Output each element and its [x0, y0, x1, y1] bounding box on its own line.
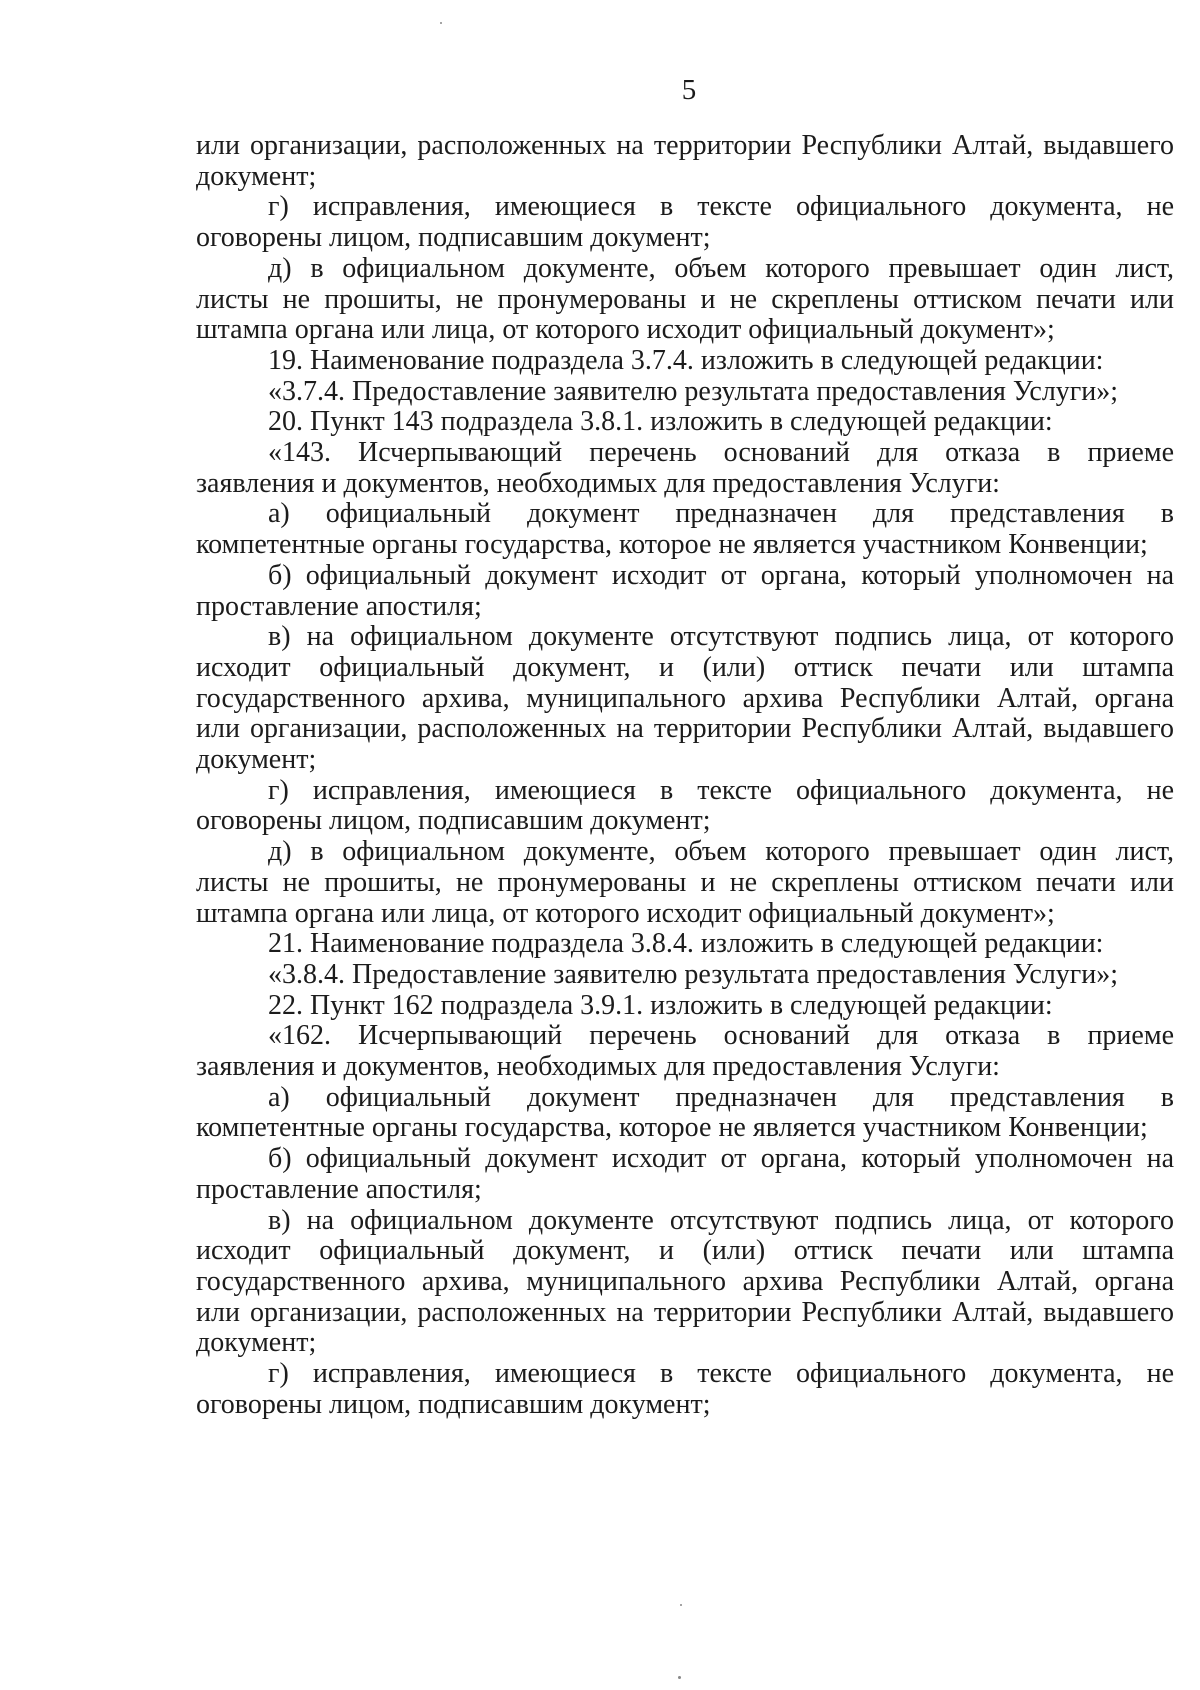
text-line: в) на официальном документе отсутствуют подпись лица, от которого [268, 621, 1174, 653]
text-line: государственного архива, муниципального архива Республики Алтай, органа [196, 682, 1174, 714]
text-line: г) исправления, имеющиеся в тексте официального документа, не [268, 1358, 1174, 1389]
text-line: 19. Наименование подраздела 3.7.4. изложить в следующей редакции: [268, 344, 1104, 376]
text-line: оговорены лицом, подписавшим документ; [196, 805, 711, 837]
text-line: или организации, расположенных на территории Республики Алтай, выдавшего [196, 713, 1174, 745]
text-line: штампа органа или лица, от которого исходит официальный документ»; [196, 314, 1055, 346]
text-line: г) исправления, имеющиеся в тексте официального документа, не [268, 774, 1174, 806]
text-line: 21. Наименование подраздела 3.8.4. изложить в следующей редакции: [268, 928, 1104, 960]
text-line: штампа органа или лица, от которого исходит официальный документ»; [196, 897, 1055, 929]
text-line: оговорены лицом, подписавшим документ; [196, 1388, 711, 1420]
text-line: б) официальный документ исходит от органа, который уполномочен на [268, 559, 1174, 591]
text-line: «3.8.4. Предоставление заявителю результата предоставления Услуги»; [268, 958, 1119, 990]
text-line: 22. Пункт 162 подраздела 3.9.1. изложить в следующей редакции: [268, 989, 1053, 1021]
text-line: д) в официальном документе, объем которого превышает один лист, [268, 252, 1174, 284]
text-line: а) официальный документ предназначен для представления в [268, 498, 1174, 530]
text-line: государственного архива, муниципального архива Республики Алтай, органа [196, 1265, 1174, 1297]
text-line: исходит официальный документ, и (или) оттиск печати или штампа [196, 1235, 1174, 1267]
text-line: б) официальный документ исходит от органа, который уполномочен на [268, 1143, 1174, 1175]
text-line: документ; [196, 744, 317, 775]
text-line: исходит официальный документ, и (или) оттиск печати или штампа [196, 651, 1174, 683]
text-line: «162. Исчерпывающий перечень оснований для отказа в приеме [268, 1020, 1174, 1052]
text-line: 20. Пункт 143 подраздела 3.8.1. изложить в следующей редакции: [268, 406, 1053, 438]
text-line: заявления и документов, необходимых для предоставления Услуги: [196, 467, 1000, 499]
scan-speck [680, 1604, 682, 1606]
text-line: или организации, расположенных на территории Республики Алтай, выдавшего [196, 1296, 1174, 1328]
page-number: 5 [681, 74, 697, 106]
text-line: заявления и документов, необходимых для предоставления Услуги: [196, 1051, 1000, 1082]
text-line: или организации, расположенных на территории Республики Алтай, выдавшего [196, 130, 1174, 161]
text-line: «3.7.4. Предоставление заявителю результата предоставления Услуги»; [268, 375, 1119, 407]
text-line: проставление апостиля; [196, 1173, 482, 1205]
text-line: листы не прошиты, не пронумерованы и не скреплены оттиском печати или [196, 866, 1174, 898]
text-line: документ; [196, 160, 317, 192]
scan-speck [678, 1676, 681, 1679]
text-line: документ; [196, 1327, 317, 1359]
scan-speck [440, 22, 442, 24]
text-line: д) в официальном документе, объем которого превышает один лист, [268, 836, 1174, 868]
text-line: а) официальный документ предназначен для представления в [268, 1081, 1174, 1113]
text-line: оговорены лицом, подписавшим документ; [196, 222, 711, 254]
text-line: компетентные органы государства, которое не является участником Конвенции; [196, 1112, 1148, 1144]
text-line: листы не прошиты, не пронумерованы и не скреплены оттиском печати или [196, 283, 1174, 315]
text-line: в) на официальном документе отсутствуют подпись лица, от которого [268, 1204, 1174, 1236]
text-line: г) исправления, имеющиеся в тексте официального документа, не [268, 191, 1174, 223]
text-line: «143. Исчерпывающий перечень оснований для отказа в приеме [268, 437, 1174, 468]
text-line: компетентные органы государства, которое не является участником Конвенции; [196, 529, 1148, 561]
text-line: проставление апостиля; [196, 590, 482, 622]
